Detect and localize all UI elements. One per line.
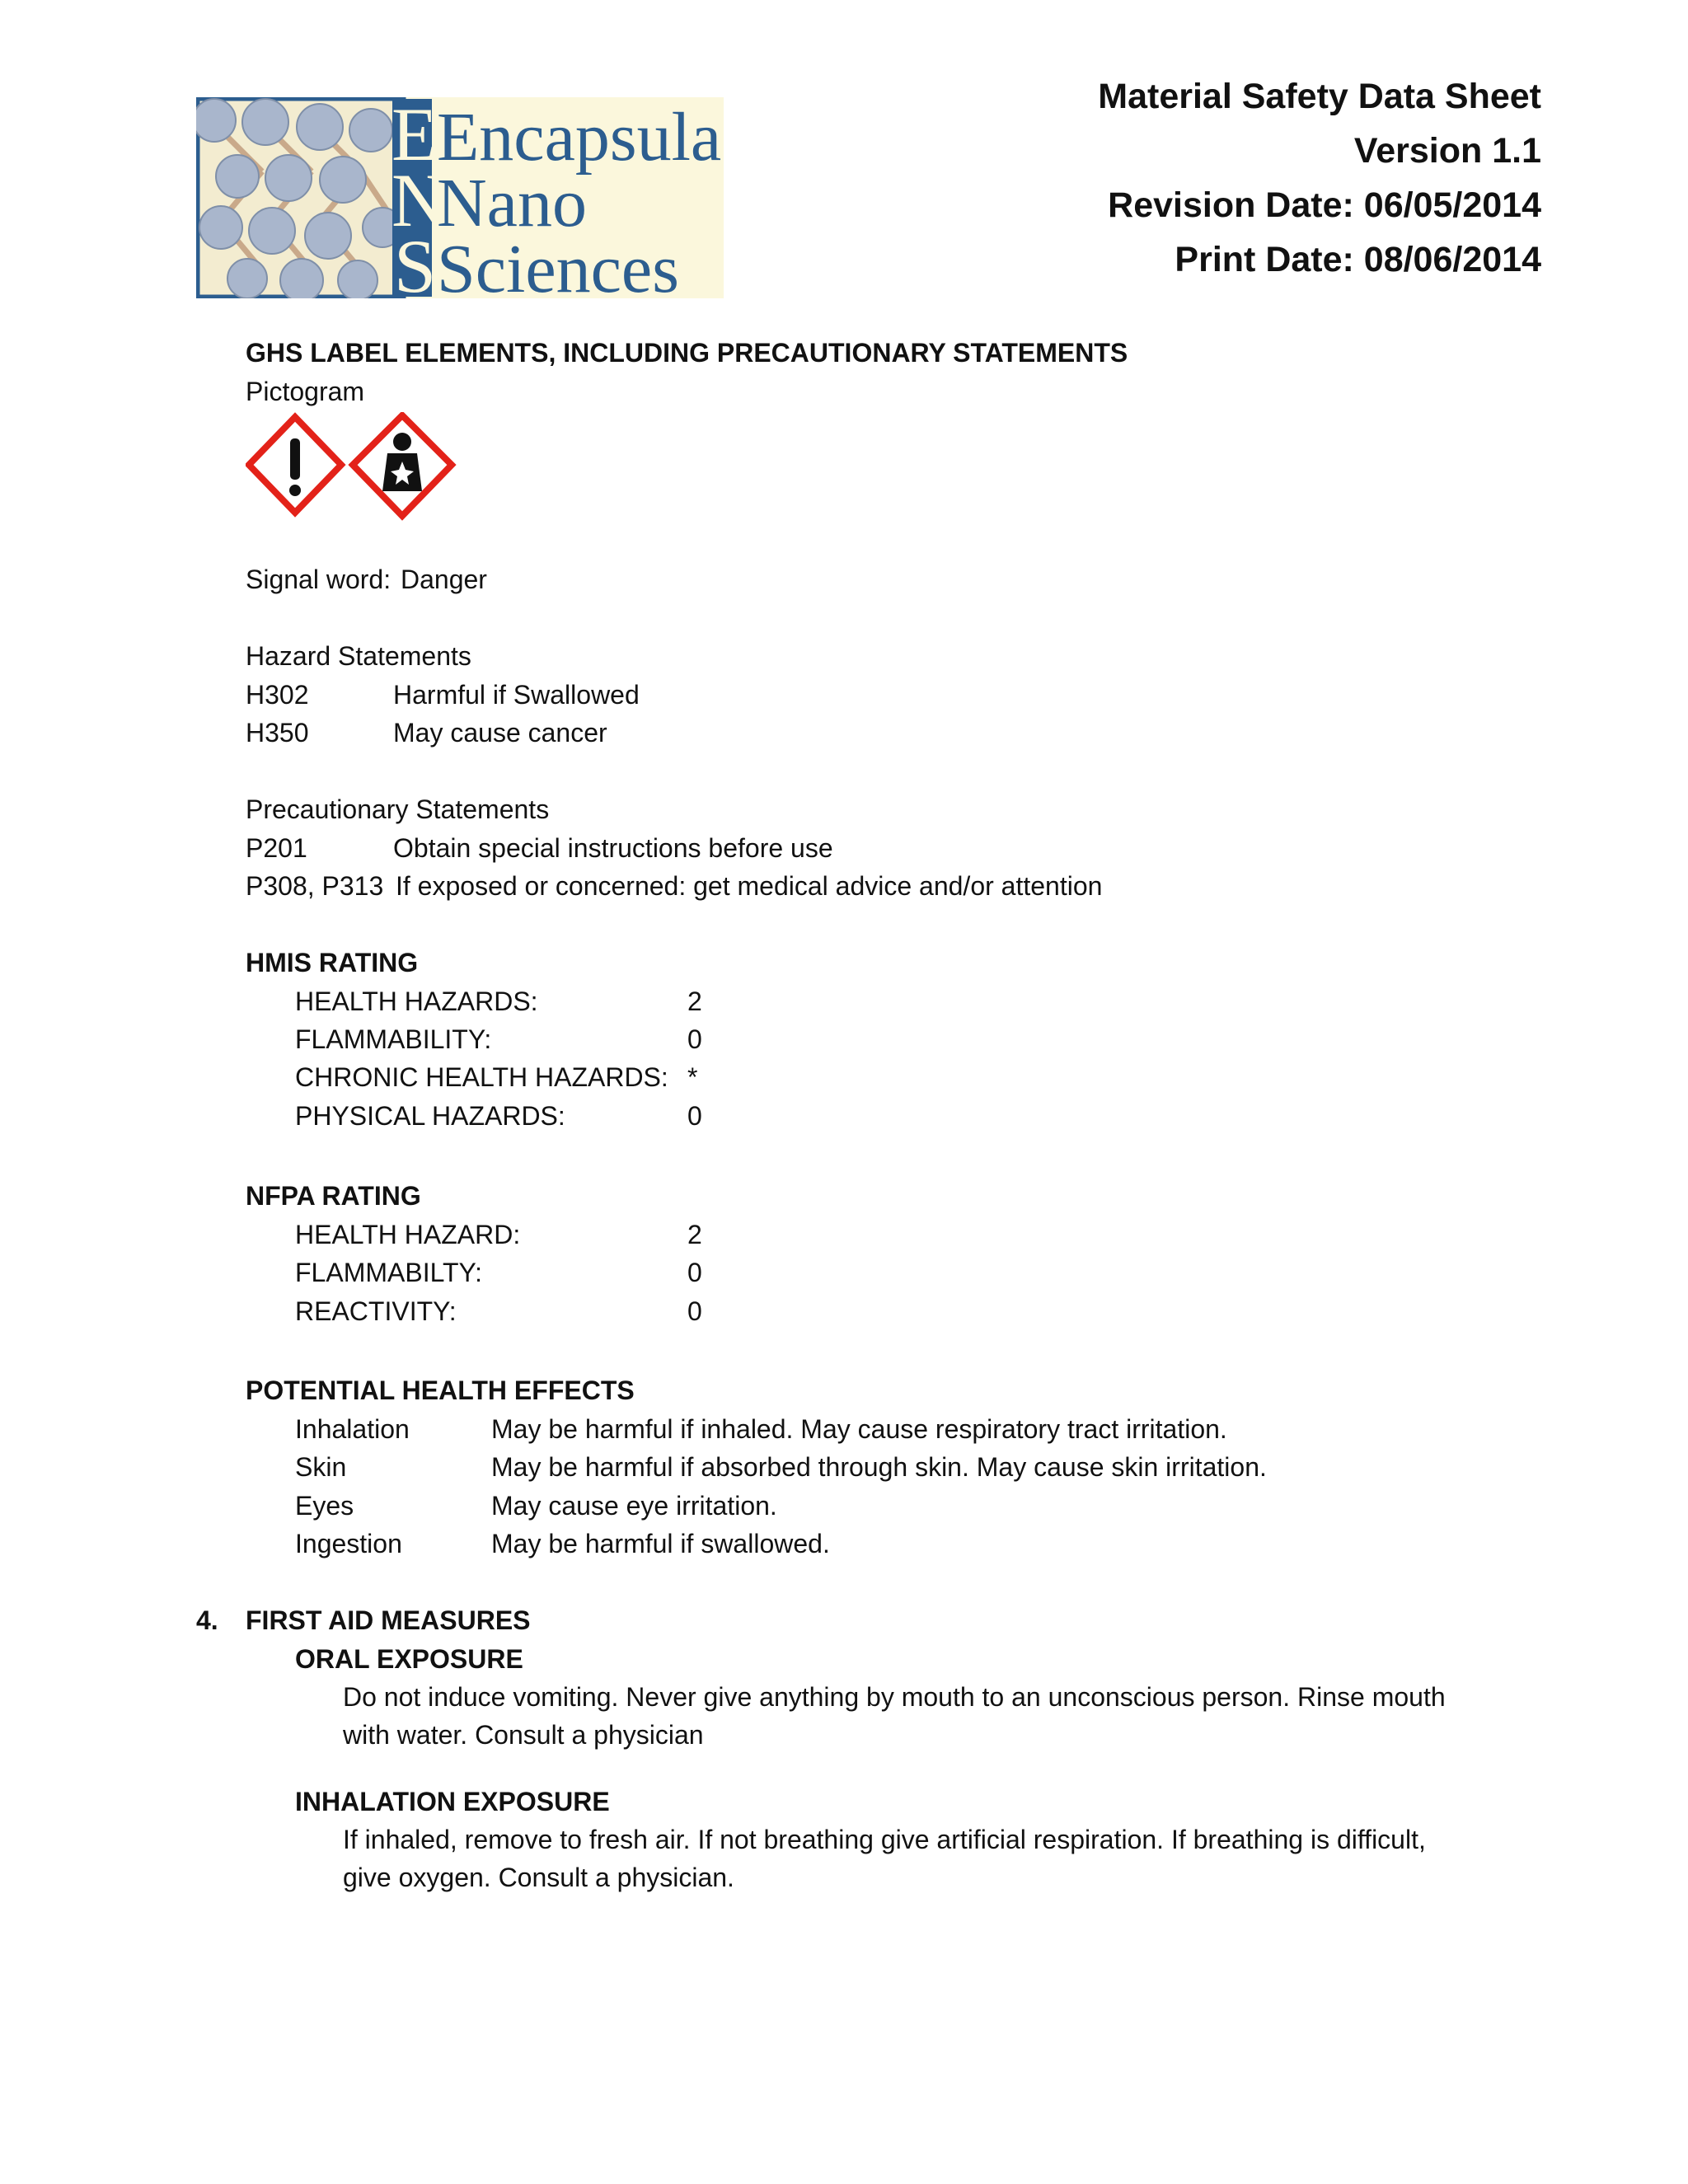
health-effect-text: May be harmful if absorbed through skin. May cause skin irritation. xyxy=(491,1452,1267,1482)
hazard-text: Harmful if Swallowed xyxy=(393,680,640,710)
logo-letter-e: E xyxy=(392,97,438,176)
logo-letter-s: S xyxy=(394,224,437,298)
hazard-code: H302 xyxy=(246,680,309,710)
oral-exposure-text: Do not induce vomiting. Never give anything by mouth to an unconscious person. Rinse mouth with water. Consult a physician xyxy=(343,1682,1446,1750)
document-title: Material Safety Data Sheet xyxy=(1098,77,1541,116)
health-effect-route: Eyes xyxy=(295,1491,354,1521)
health-effect-text: May be harmful if inhaled. May cause respiratory tract irritation. xyxy=(491,1414,1227,1444)
document-meta xyxy=(1098,69,1541,287)
nfpa-label: REACTIVITY: xyxy=(295,1296,457,1326)
precaution-code: P201 xyxy=(246,833,307,863)
ghs-pictograms xyxy=(246,412,460,524)
nfpa-heading: NFPA RATING xyxy=(246,1181,421,1211)
nfpa-value: 2 xyxy=(687,1220,702,1249)
hmis-value: 2 xyxy=(687,987,702,1016)
exclamation-mark-pictogram xyxy=(249,417,341,513)
health-effect-text: May cause eye irritation. xyxy=(491,1491,777,1521)
revision-date: Revision Date: 06/05/2014 xyxy=(1108,185,1541,225)
hmis-value: * xyxy=(687,1062,698,1092)
logo-line2: Nano xyxy=(437,165,587,241)
hmis-label: PHYSICAL HAZARDS: xyxy=(295,1101,565,1131)
ghs-heading: GHS LABEL ELEMENTS, INCLUDING PRECAUTIONARY STATEMENTS xyxy=(246,338,1128,368)
precautionary-statements-heading: Precautionary Statements xyxy=(246,794,550,824)
hazard-text: May cause cancer xyxy=(393,718,607,748)
hmis-heading: HMIS RATING xyxy=(246,948,419,977)
hazard-statements-heading: Hazard Statements xyxy=(246,641,471,671)
signal-word-value: Danger xyxy=(401,565,487,594)
nfpa-label: HEALTH HAZARD: xyxy=(295,1220,521,1249)
logo-line3: Sciences xyxy=(437,231,679,298)
document-version: Version 1.1 xyxy=(1353,131,1541,171)
print-date: Print Date: 08/06/2014 xyxy=(1175,240,1541,279)
pictogram-label: Pictogram xyxy=(246,377,365,406)
hmis-value: 0 xyxy=(687,1024,702,1054)
hmis-label: FLAMMABILITY: xyxy=(295,1024,492,1054)
nfpa-value: 0 xyxy=(687,1258,702,1287)
section-number: 4. xyxy=(196,1605,218,1635)
encapsula-nano-sciences-logo xyxy=(196,97,724,298)
first-aid-heading: FIRST AID MEASURES xyxy=(246,1605,531,1635)
precaution-code: P308, P313 xyxy=(246,871,384,901)
logo-line1: Encapsula xyxy=(437,99,722,176)
logo-letter-n: N xyxy=(392,158,447,242)
nfpa-label: FLAMMABILTY: xyxy=(295,1258,483,1287)
hazard-code: H350 xyxy=(246,718,309,748)
health-effect-route: Skin xyxy=(295,1452,347,1482)
health-effect-route: Inhalation xyxy=(295,1414,410,1444)
precaution-text: Obtain special instructions before use xyxy=(393,833,833,863)
inhalation-exposure-heading: INHALATION EXPOSURE xyxy=(295,1787,610,1816)
inhalation-exposure-text: If inhaled, remove to fresh air. If not breathing give artificial respiration. If breathing is difficult, give oxygen. Consult a physician. xyxy=(343,1825,1426,1892)
nfpa-value: 0 xyxy=(687,1296,702,1326)
health-effect-text: May be harmful if swallowed. xyxy=(491,1529,830,1558)
signal-word-label: Signal word: xyxy=(246,565,392,594)
oral-exposure-heading: ORAL EXPOSURE xyxy=(295,1644,523,1674)
hmis-label: CHRONIC HEALTH HAZARDS: xyxy=(295,1062,668,1092)
health-hazard-pictogram xyxy=(353,415,452,516)
health-effect-route: Ingestion xyxy=(295,1529,402,1558)
precaution-text: If exposed or concerned: get medical advice and/or attention xyxy=(396,871,1103,901)
health-effects-heading: POTENTIAL HEALTH EFFECTS xyxy=(246,1376,635,1405)
hmis-value: 0 xyxy=(687,1101,702,1131)
hmis-label: HEALTH HAZARDS: xyxy=(295,987,538,1016)
